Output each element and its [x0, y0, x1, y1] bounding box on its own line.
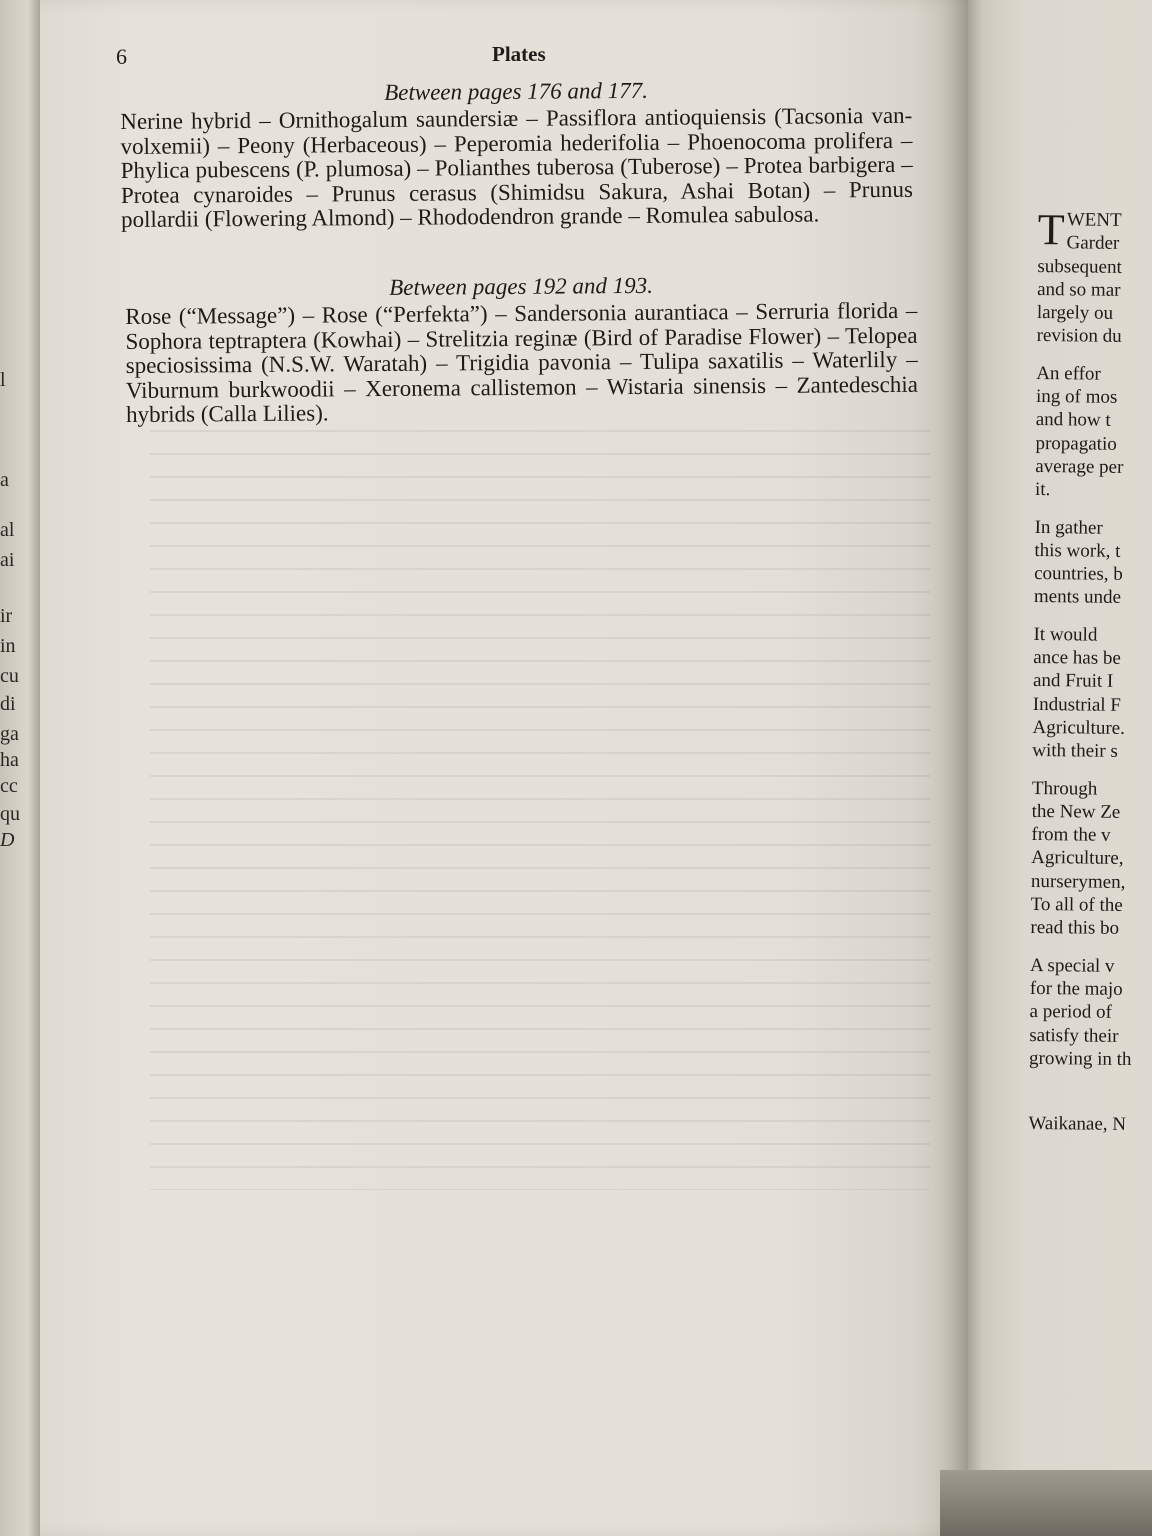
facing-line: from the v [1031, 824, 1111, 846]
page-number: 6 [116, 44, 127, 69]
previous-page-edge [0, 0, 40, 1536]
facing-line: Garder [1066, 232, 1120, 255]
facing-line: nurserymen, [1030, 870, 1126, 893]
facing-first-line-rest: WENT [1066, 209, 1122, 231]
section-heading: Between pages 176 and 177. [384, 77, 649, 105]
facing-line: propagatio [1035, 432, 1117, 455]
facing-line: and Fruit I [1032, 670, 1114, 693]
facing-line: largely ou [1036, 302, 1114, 324]
facing-line: growing in th [1028, 1047, 1132, 1070]
facing-line: Waikanae, N [1028, 1113, 1127, 1136]
previous-page-fragment: ha [0, 749, 19, 771]
previous-page-fragment: a [0, 469, 9, 491]
plates-section-192-193 [125, 271, 918, 428]
facing-line: the New Ze [1031, 800, 1121, 823]
previous-page-fragment: cu [0, 665, 19, 687]
facing-line: a period of [1029, 1001, 1113, 1024]
previous-page-fragment: ga [0, 723, 19, 745]
plates-section-176-177 [120, 76, 913, 233]
facing-line: Agriculture. [1032, 716, 1125, 739]
previous-page-fragment: in [0, 635, 16, 657]
facing-line: An effor [1036, 362, 1101, 385]
facing-line: A special v [1029, 954, 1115, 977]
previous-page-fragment: al [0, 519, 15, 541]
facing-line: for the majo [1029, 977, 1123, 1000]
facing-line: with their s [1032, 740, 1118, 763]
facing-line: It would [1033, 623, 1098, 646]
previous-page-fragment: l [0, 369, 6, 391]
facing-line: Industrial F [1032, 693, 1122, 716]
facing-line: revision du [1036, 325, 1122, 348]
section-body: Rose (“Message”) – Rose (“Perfekta”) – Sandersonia aurantiaca – Serruria florida – Sophora teptraptera (Kowhai) – Strelitzia reginæ (Bird of Paradise Flower) – Telopea speciosissima (N.S.W. Waratah) – Trigidia pavonia – Tulipa saxatilis – Waterlily – Viburnum burkwoodii – Xeronema callistemon – Wistaria sinensis – Zantedeschia hybrids (Calla Lilies). [125, 297, 918, 427]
facing-line: ing of mos [1035, 386, 1118, 408]
book-bottom-edge [940, 1470, 1152, 1536]
facing-line: subsequent [1037, 255, 1122, 278]
drop-cap: T [1037, 205, 1065, 255]
previous-page-fragment: D [0, 829, 15, 851]
facing-line: Agriculture, [1031, 847, 1124, 870]
facing-page [968, 0, 1152, 1536]
facing-line: it. [1034, 479, 1051, 501]
section-heading: Between pages 192 and 193. [389, 272, 654, 300]
facing-line: Through [1031, 777, 1098, 800]
facing-line: ments unde [1033, 586, 1122, 609]
facing-line: read this bo [1030, 917, 1120, 940]
previous-page-fragment: di [0, 693, 16, 715]
facing-page-text [1028, 205, 1152, 1137]
facing-line: and so mar [1037, 278, 1121, 301]
previous-page-fragment: ir [0, 605, 13, 627]
facing-line: and how t [1035, 409, 1111, 432]
facing-line: In gather [1034, 516, 1103, 539]
facing-line: this work, t [1034, 539, 1121, 562]
running-head: Plates [492, 42, 546, 66]
plates-page [40, 0, 968, 1536]
facing-line: satisfy their [1029, 1024, 1119, 1047]
previous-page-fragment: ai [0, 549, 15, 571]
show-through-text [150, 430, 930, 1190]
facing-line: average per [1035, 455, 1124, 478]
previous-page-fragment: cc [0, 775, 18, 797]
facing-line: To all of the [1030, 893, 1123, 916]
previous-page-fragment: qu [0, 803, 20, 825]
facing-line: ance has be [1033, 647, 1121, 669]
section-body: Nerine hybrid – Ornithogalum saundersiæ – Passiflora antioquiensis (Tacsonia van-volxemii) – Peony (Herbaceous) – Peperomia hederifolia – Phoenocoma prolifera – Phylica pubescens (P. plumosa) – Polianthes tuberosa (Tuberose) – Protea barbigera – Protea cynaroides – Prunus cerasus (Shimidsu Sakura, Ashai Botan) – Prunus pollardii (Flowering Almond) – Rhododendron grande – Romulea sabulosa. [120, 102, 913, 232]
facing-line: countries, b [1034, 563, 1123, 586]
